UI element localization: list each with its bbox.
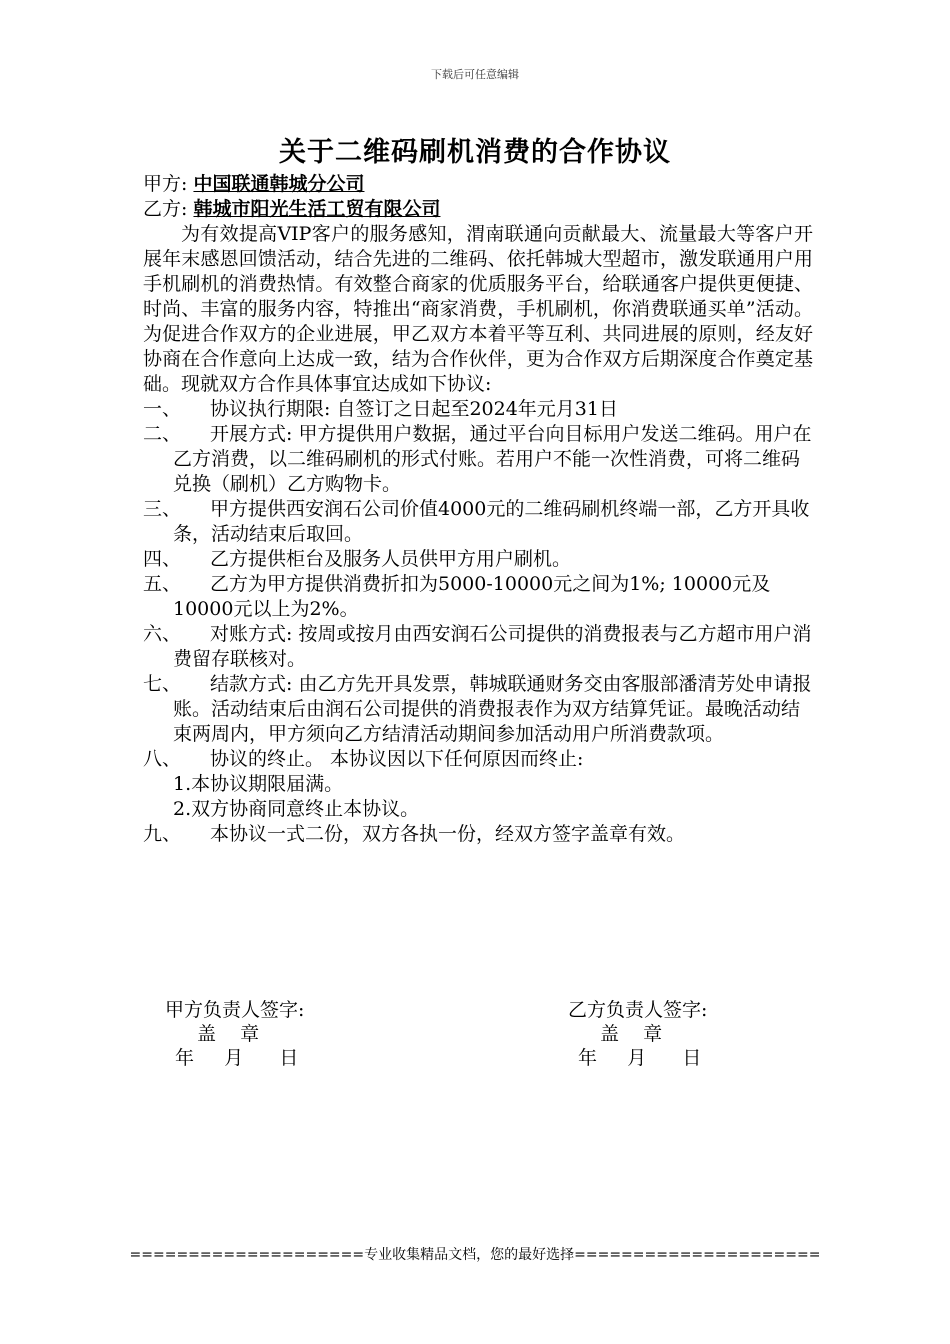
- clause-3: [143, 497, 813, 547]
- header-note: 下载后可任意编辑: [431, 68, 519, 81]
- clause-text: 结款方式: 由乙方先开具发票，韩城联通财务交由客服部潘清芳处申请报账。活动结束后由润石公司提供的消费报表作为双方结算凭证。最晚活动结束两周内，甲方须向乙方结清活动期间参加活动用户所消费款项。: [173, 673, 812, 745]
- clause-number: 六、: [143, 623, 182, 645]
- clause-2: [143, 422, 813, 497]
- party-b-name: 韩城市阳光生活工贸有限公司: [193, 198, 441, 220]
- clause-5: [143, 572, 813, 622]
- clause-number: 一、: [143, 398, 182, 420]
- clause-6: [143, 622, 813, 672]
- party-b-label: 乙方:: [143, 198, 188, 220]
- clause-text: 乙方为甲方提供消费折扣为5000-10000元之间为1%; 10000元及10000元以上为2%。: [173, 573, 771, 620]
- clause-number: 三、: [143, 498, 182, 520]
- clause-text: 甲方提供西安润石公司价值4000元的二维码刷机终端一部，乙方开具收条，活动结束后取回。: [173, 498, 810, 545]
- footer-banner: ====================专业收集精品文档，您的最好选择=====================: [129, 1247, 821, 1263]
- party-a-signer-label: 甲方负责人签字:: [165, 999, 305, 1021]
- termination-item: 2.双方协商同意终止本协议。: [173, 798, 420, 820]
- clause-number: 四、: [143, 548, 182, 570]
- party-a-label: 甲方:: [143, 173, 188, 195]
- clause-number: 五、: [143, 573, 182, 595]
- intro-paragraph: 为有效提高VIP客户的服务感知，渭南联通向贡献最大、流量最大等客户开展年末感恩回馈活动，结合先进的二维码、依托韩城大型超市，激发联通用户用手机刷机的消费热情。有效整合商家的优质服务平台，给联通客户提供更便捷、时尚、丰富的服务内容，特推出“商家消费，手机刷机，你消费联通买单”活动。为促进合作双方的企业进展，甲乙双方本着平等互利、共同进展的原则，经友好协商在合作意向上达成一致，结为合作伙伴，更为合作双方后期深度合作奠定基础。现就双方合作具体事宜达成如下协议:: [143, 223, 813, 395]
- clause-text: 协议的终止。 本协议因以下任何原因而终止:: [210, 748, 584, 770]
- party-b-signer-label: 乙方负责人签字:: [568, 999, 708, 1021]
- clause-text: 开展方式: 甲方提供用户数据，通过平台向目标用户发送二维码。用户在乙方消费，以二维码刷机的形式付账。若用户不能一次性消费，可将二维码兑换（刷机）乙方购物卡。: [173, 423, 812, 495]
- party-b-seal-label: 盖 章: [600, 1023, 663, 1045]
- clause-1: [143, 397, 813, 422]
- agreement-body: [143, 172, 813, 847]
- clause-text: 协议执行期限: 自签订之日起至2024年元月31日: [210, 398, 618, 420]
- clause-7: [143, 672, 813, 747]
- clause-text: 对账方式: 按周或按月由西安润石公司提供的消费报表与乙方超市用户消费留存联核对。: [173, 623, 812, 670]
- clause-8: [143, 747, 813, 772]
- party-b-line: [143, 197, 813, 222]
- clause-number: 七、: [143, 673, 182, 695]
- document-title: 关于二维码刷机消费的合作协议: [279, 137, 671, 168]
- clause-text: 乙方提供柜台及服务人员供甲方用户刷机。: [210, 548, 572, 570]
- clause-number: 八、: [143, 748, 182, 770]
- party-a-date-label: 年 月 日: [175, 1047, 299, 1069]
- party-b-date-label: 年 月 日: [578, 1047, 702, 1069]
- party-a-line: [143, 172, 813, 197]
- clause-9: [143, 822, 813, 847]
- party-a-seal-label: 盖 章: [197, 1023, 260, 1045]
- clause-number: 二、: [143, 423, 182, 445]
- clause-number: 九、: [143, 823, 182, 845]
- termination-item: 1.本协议期限届满。: [173, 773, 344, 795]
- clause-text: 本协议一式二份，双方各执一份，经双方签字盖章有效。: [210, 823, 686, 845]
- party-a-name: 中国联通韩城分公司: [193, 173, 365, 195]
- clause-4: [143, 547, 813, 572]
